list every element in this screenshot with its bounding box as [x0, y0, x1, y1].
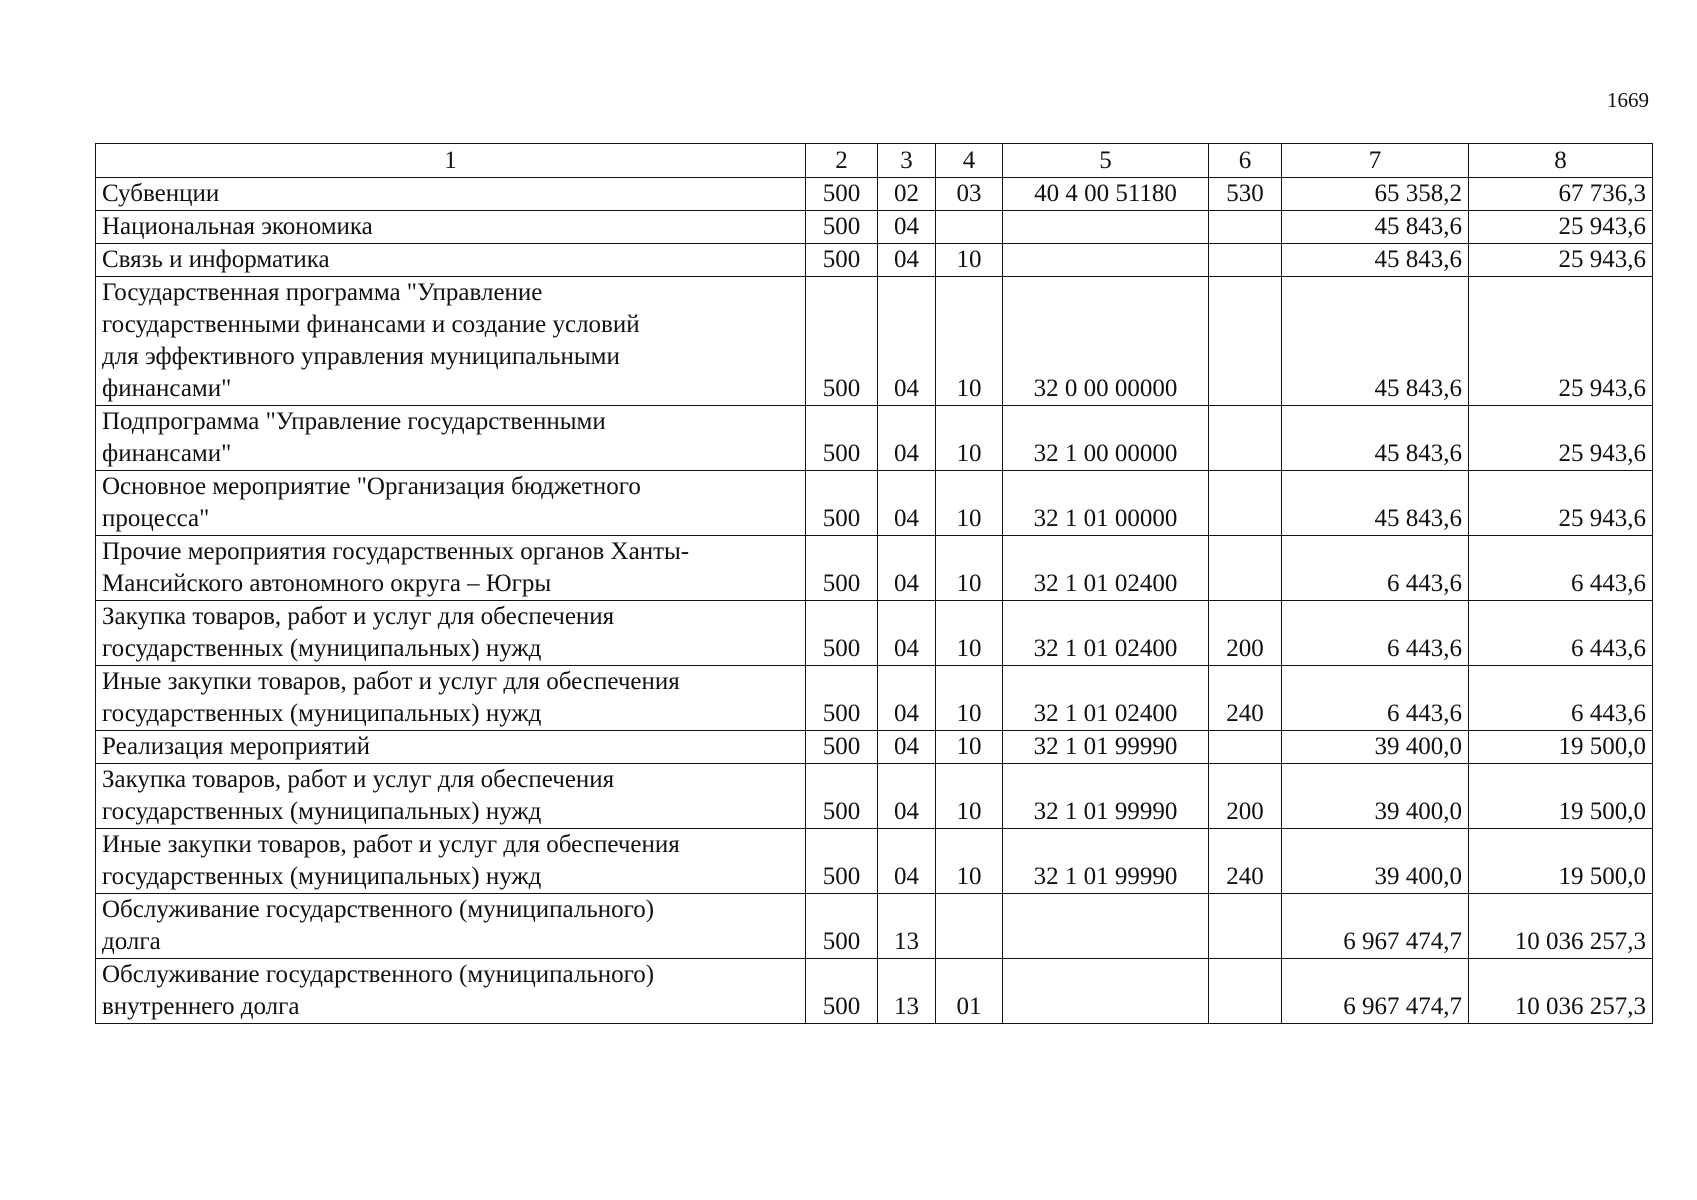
amount-col-8: 25 943,6	[1469, 244, 1653, 277]
section-code: 04	[878, 211, 936, 244]
amount-col-8: 6 443,6	[1469, 666, 1653, 731]
ministry-code: 500	[806, 894, 878, 959]
item-name: Субвенции	[96, 178, 806, 211]
target-article-code: 32 1 01 99990	[1003, 764, 1209, 829]
target-article-code: 40 4 00 51180	[1003, 178, 1209, 211]
section-code: 04	[878, 277, 936, 406]
ministry-code: 500	[806, 244, 878, 277]
amount-col-8: 25 943,6	[1469, 406, 1653, 471]
amount-col-7: 6 967 474,7	[1282, 894, 1469, 959]
table-body	[96, 178, 1653, 1024]
ministry-code: 500	[806, 666, 878, 731]
ministry-code: 500	[806, 471, 878, 536]
section-code: 04	[878, 666, 936, 731]
target-article-code: 32 1 01 02400	[1003, 536, 1209, 601]
amount-col-8: 6 443,6	[1469, 601, 1653, 666]
amount-col-7: 6 443,6	[1282, 601, 1469, 666]
target-article-code: 32 1 01 02400	[1003, 666, 1209, 731]
page-number: 1669	[1607, 88, 1649, 112]
table-row	[96, 178, 1653, 211]
subsection-code	[936, 211, 1003, 244]
amount-col-7: 65 358,2	[1282, 178, 1469, 211]
column-header: 2	[806, 144, 878, 178]
table-row	[96, 536, 1653, 601]
ministry-code: 500	[806, 959, 878, 1024]
table-row	[96, 406, 1653, 471]
table-row	[96, 211, 1653, 244]
section-code: 02	[878, 178, 936, 211]
amount-col-7: 45 843,6	[1282, 471, 1469, 536]
ministry-code: 500	[806, 601, 878, 666]
subsection-code: 03	[936, 178, 1003, 211]
item-name: Национальная экономика	[96, 211, 806, 244]
amount-col-8: 19 500,0	[1469, 764, 1653, 829]
expense-type-code	[1209, 244, 1282, 277]
subsection-code	[936, 894, 1003, 959]
table-row	[96, 894, 1653, 959]
subsection-code: 01	[936, 959, 1003, 1024]
amount-col-8: 67 736,3	[1469, 178, 1653, 211]
amount-col-7: 45 843,6	[1282, 244, 1469, 277]
expense-type-code: 530	[1209, 178, 1282, 211]
ministry-code: 500	[806, 731, 878, 764]
target-article-code	[1003, 959, 1209, 1024]
table-row	[96, 829, 1653, 894]
section-code: 04	[878, 536, 936, 601]
table-row	[96, 959, 1653, 1024]
section-code: 04	[878, 731, 936, 764]
subsection-code: 10	[936, 764, 1003, 829]
amount-col-7: 6 443,6	[1282, 536, 1469, 601]
ministry-code: 500	[806, 829, 878, 894]
expense-type-code: 200	[1209, 764, 1282, 829]
expense-type-code	[1209, 894, 1282, 959]
column-header: 5	[1003, 144, 1209, 178]
subsection-code: 10	[936, 666, 1003, 731]
target-article-code: 32 1 00 00000	[1003, 406, 1209, 471]
expense-type-code	[1209, 959, 1282, 1024]
section-code: 04	[878, 406, 936, 471]
subsection-code: 10	[936, 406, 1003, 471]
target-article-code: 32 0 00 00000	[1003, 277, 1209, 406]
item-name: Государственная программа "Управление государственными финансами и создание условий для эффективного управления муниципальными финансами"	[96, 277, 806, 406]
expense-type-code	[1209, 536, 1282, 601]
table-row	[96, 471, 1653, 536]
expense-type-code: 240	[1209, 666, 1282, 731]
expense-type-code	[1209, 731, 1282, 764]
item-name: Подпрограмма "Управление государственными финансами"	[96, 406, 806, 471]
amount-col-7: 6 967 474,7	[1282, 959, 1469, 1024]
section-code: 13	[878, 894, 936, 959]
target-article-code	[1003, 211, 1209, 244]
subsection-code: 10	[936, 244, 1003, 277]
item-name: Обслуживание государственного (муниципального) долга	[96, 894, 806, 959]
subsection-code: 10	[936, 277, 1003, 406]
ministry-code: 500	[806, 536, 878, 601]
table-row	[96, 666, 1653, 731]
amount-col-7: 45 843,6	[1282, 406, 1469, 471]
target-article-code	[1003, 244, 1209, 277]
ministry-code: 500	[806, 211, 878, 244]
section-code: 13	[878, 959, 936, 1024]
table-row	[96, 731, 1653, 764]
target-article-code	[1003, 894, 1209, 959]
amount-col-8: 19 500,0	[1469, 731, 1653, 764]
subsection-code: 10	[936, 731, 1003, 764]
item-name: Закупка товаров, работ и услуг для обеспечения государственных (муниципальных) нужд	[96, 764, 806, 829]
section-code: 04	[878, 244, 936, 277]
subsection-code: 10	[936, 829, 1003, 894]
amount-col-8: 25 943,6	[1469, 211, 1653, 244]
section-code: 04	[878, 471, 936, 536]
section-code: 04	[878, 829, 936, 894]
ministry-code: 500	[806, 277, 878, 406]
amount-col-8: 6 443,6	[1469, 536, 1653, 601]
amount-col-7: 45 843,6	[1282, 211, 1469, 244]
item-name: Иные закупки товаров, работ и услуг для обеспечения государственных (муниципальных) нужд	[96, 666, 806, 731]
amount-col-8: 25 943,6	[1469, 277, 1653, 406]
amount-col-8: 19 500,0	[1469, 829, 1653, 894]
amount-col-8: 25 943,6	[1469, 471, 1653, 536]
table-row	[96, 764, 1653, 829]
column-header: 6	[1209, 144, 1282, 178]
column-header: 8	[1469, 144, 1653, 178]
amount-col-7: 39 400,0	[1282, 764, 1469, 829]
ministry-code: 500	[806, 406, 878, 471]
header-row	[96, 144, 1653, 178]
item-name: Обслуживание государственного (муниципального) внутреннего долга	[96, 959, 806, 1024]
table-row	[96, 601, 1653, 666]
amount-col-7: 39 400,0	[1282, 731, 1469, 764]
expense-type-code: 240	[1209, 829, 1282, 894]
ministry-code: 500	[806, 764, 878, 829]
column-header: 4	[936, 144, 1003, 178]
item-name: Основное мероприятие "Организация бюджетного процесса"	[96, 471, 806, 536]
expense-type-code	[1209, 406, 1282, 471]
expense-type-code	[1209, 211, 1282, 244]
item-name: Иные закупки товаров, работ и услуг для обеспечения государственных (муниципальных) нужд	[96, 829, 806, 894]
target-article-code: 32 1 01 99990	[1003, 731, 1209, 764]
budget-table	[95, 143, 1653, 1024]
expense-type-code	[1209, 277, 1282, 406]
amount-col-7: 39 400,0	[1282, 829, 1469, 894]
amount-col-8: 10 036 257,3	[1469, 894, 1653, 959]
amount-col-7: 45 843,6	[1282, 277, 1469, 406]
amount-col-8: 10 036 257,3	[1469, 959, 1653, 1024]
section-code: 04	[878, 764, 936, 829]
item-name: Прочие мероприятия государственных органов Ханты- Мансийского автономного округа – Югры	[96, 536, 806, 601]
expense-type-code: 200	[1209, 601, 1282, 666]
section-code: 04	[878, 601, 936, 666]
target-article-code: 32 1 01 99990	[1003, 829, 1209, 894]
column-header: 3	[878, 144, 936, 178]
expense-type-code	[1209, 471, 1282, 536]
column-header: 1	[96, 144, 806, 178]
table-row	[96, 277, 1653, 406]
subsection-code: 10	[936, 601, 1003, 666]
subsection-code: 10	[936, 536, 1003, 601]
item-name: Закупка товаров, работ и услуг для обеспечения государственных (муниципальных) нужд	[96, 601, 806, 666]
ministry-code: 500	[806, 178, 878, 211]
item-name: Связь и информатика	[96, 244, 806, 277]
target-article-code: 32 1 01 00000	[1003, 471, 1209, 536]
target-article-code: 32 1 01 02400	[1003, 601, 1209, 666]
amount-col-7: 6 443,6	[1282, 666, 1469, 731]
column-header: 7	[1282, 144, 1469, 178]
table-row	[96, 244, 1653, 277]
item-name: Реализация мероприятий	[96, 731, 806, 764]
subsection-code: 10	[936, 471, 1003, 536]
